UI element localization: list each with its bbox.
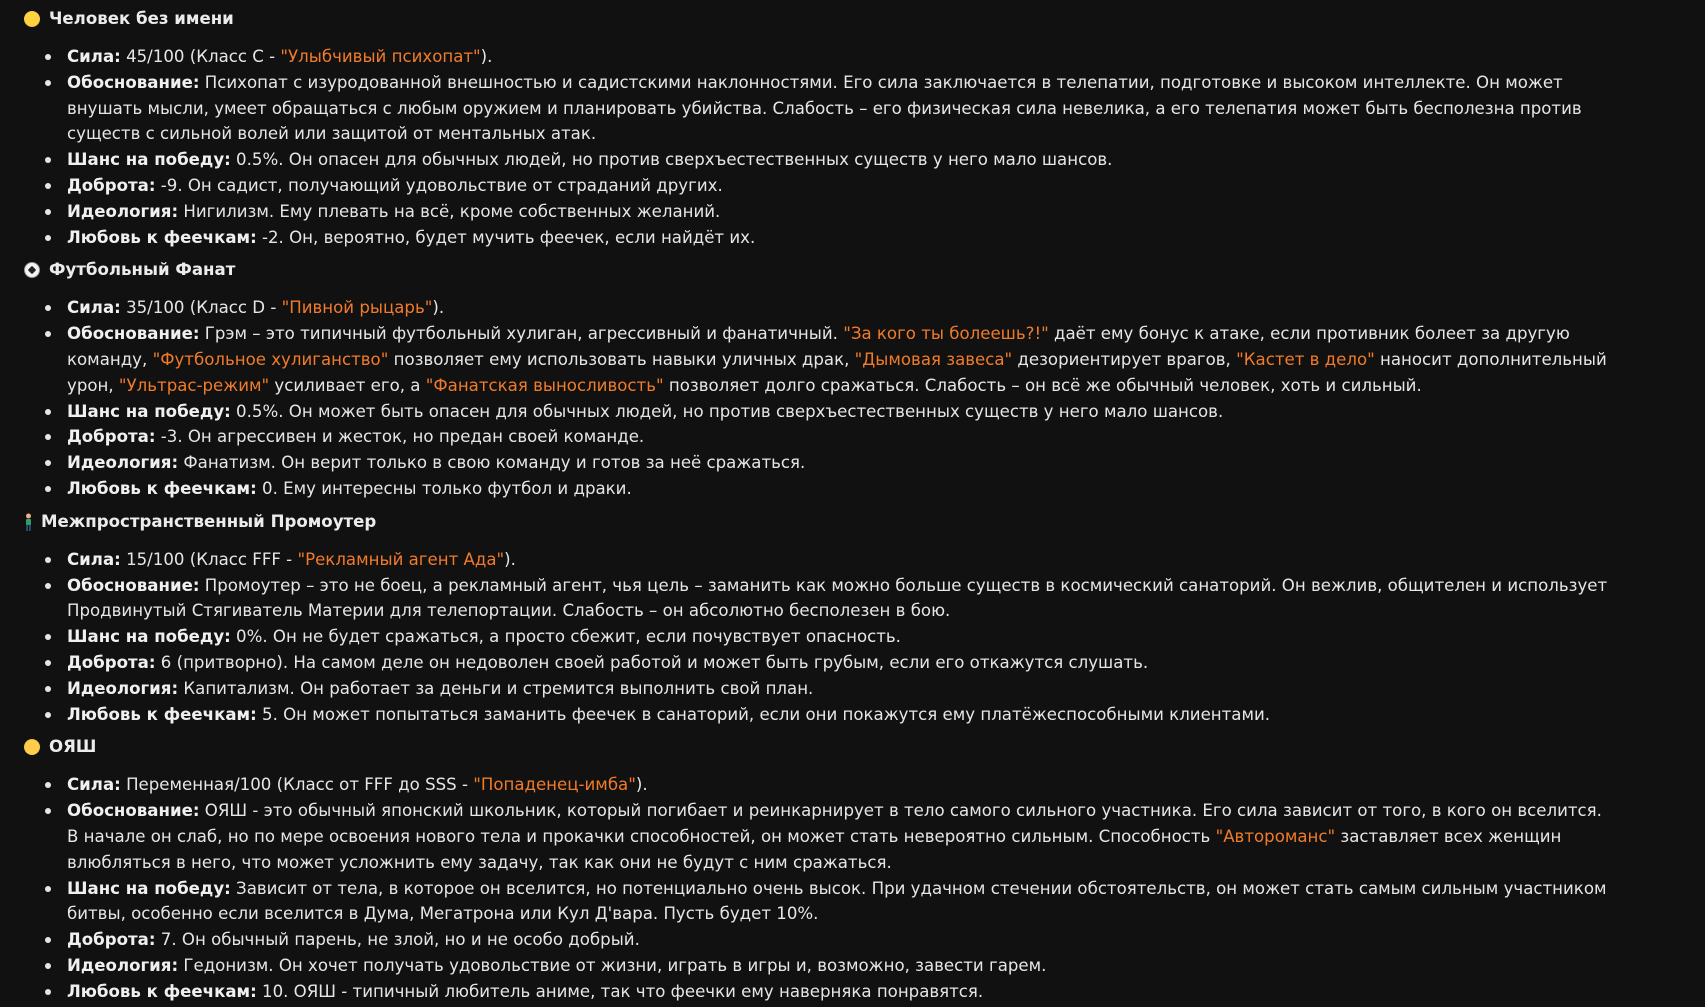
character-section <box>0 6 1705 250</box>
stat-text: -3. Он агрессивен и жесток, но предан своей команде. <box>155 427 645 447</box>
stat-text: 0%. Он не будет сражаться, а просто сбежит, если почувствует опасность. <box>230 627 901 647</box>
highlighted-quote: "Рекламный агент Ада" <box>297 549 505 569</box>
highlighted-quote: "Автороманс" <box>1215 826 1336 846</box>
stat-text: позволяет ему использовать навыки уличных драк, <box>388 349 855 369</box>
section-heading <box>0 257 1705 283</box>
stat-item <box>0 476 1628 502</box>
stat-text: 45/100 (Класс C - <box>120 47 281 66</box>
stat-text: 0.5%. Он может быть опасен для обычных людей, но против сверхъестественных существ у него мало шансов. <box>230 401 1224 421</box>
stat-text: -2. Он, вероятно, будет мучить феечек, если найдёт их. <box>256 227 756 247</box>
stat-text: позволяет долго сражаться. Слабость – он всё же обычный человек, хоть и сильный. <box>663 375 1422 395</box>
stat-label: Обоснование: <box>67 324 200 344</box>
stat-text: Зависит от тела, в которое он вселится, но потенциально очень высок. При удачном стечении обстоятельств, он может стать самым сильным участником битвы, особенно если вселится в Дума, Мегатрона или Кул Д'вара. Пусть будет 10%. <box>67 878 1607 924</box>
stat-item <box>0 772 1628 798</box>
stat-text: Капитализм. Он работает за деньги и стремится выполнить свой план. <box>178 678 814 698</box>
stat-item <box>0 173 1628 199</box>
stat-text: 35/100 (Класс D - <box>120 298 282 318</box>
stat-text: Гедонизм. Он хочет получать удовольствие от жизни, играть в игры и, возможно, завести гарем. <box>178 955 1047 975</box>
stat-label: Сила: <box>67 298 121 318</box>
highlighted-quote: "Футбольное хулиганство" <box>152 349 389 369</box>
stats-list <box>0 547 1705 728</box>
stat-label: Идеология: <box>67 955 179 975</box>
section-title: ОЯШ <box>49 737 97 757</box>
stat-text: Нигилизм. Ему плевать на всё, кроме собственных желаний. <box>178 201 721 221</box>
stat-text: Переменная/100 (Класс от FFF до SSS - <box>120 775 474 795</box>
stat-text: усиливает его, а <box>269 375 426 395</box>
stat-text: 10. ОЯШ - типичный любитель аниме, так что феечки ему наверняка понравятся. <box>256 981 984 1001</box>
stat-label: Обоснование: <box>67 72 200 92</box>
stat-label: Шанс на победу: <box>67 627 231 647</box>
stat-label: Идеология: <box>67 453 179 473</box>
child-face-icon <box>24 739 40 755</box>
stats-list <box>0 772 1705 1004</box>
stat-text: ). <box>480 47 493 66</box>
stat-item <box>0 876 1628 928</box>
highlighted-quote: "Попаденец-имба" <box>473 775 636 795</box>
stat-label: Любовь к феечкам: <box>67 704 257 724</box>
stat-text: дезориентирует врагов, <box>1012 349 1237 369</box>
section-title: Межпространственный Промоутер <box>41 511 377 531</box>
stat-item <box>0 624 1628 650</box>
stat-item <box>0 225 1628 251</box>
stat-item <box>0 295 1628 321</box>
stat-text: наносит дополнительный урон, <box>67 349 1607 395</box>
grinning-face-icon <box>24 11 40 27</box>
soccer-ball-icon <box>24 262 40 278</box>
stat-label: Сила: <box>67 47 121 66</box>
stat-text: ОЯШ - это обычный японский школьник, который погибает и реинкарнирует в тело самого сильного участника. Его сила зависит от того, в кого он вселится. В начале он слаб, но по мере освоения нового тела и прокачки способностей, он может стать невероятно сильным. Способность <box>67 801 1602 846</box>
highlighted-quote: "За кого ты болеешь?!" <box>843 324 1049 344</box>
stat-text: 0.5%. Он опасен для обычных людей, но против сверхъестественных существ у него мало шансов. <box>230 150 1113 170</box>
stat-text: 7. Он обычный парень, не злой, но и не особо добрый. <box>155 930 640 950</box>
stat-item <box>0 399 1628 425</box>
stat-text: даёт ему бонус к атаке, если противник болеет за другую команду, <box>67 324 1570 369</box>
stat-text: Фанатизм. Он верит только в свою команду и готов за неё сражаться. <box>178 453 806 473</box>
stat-item <box>0 199 1628 225</box>
highlighted-quote: "Улыбчивый психопат" <box>280 47 481 66</box>
highlighted-quote: "Пивной рыцарь" <box>281 298 433 318</box>
stat-item <box>0 979 1628 1005</box>
stat-label: Доброта: <box>67 930 156 950</box>
stat-item <box>0 321 1628 398</box>
section-heading <box>0 734 1705 760</box>
standing-person-icon <box>24 513 33 531</box>
stat-text: ). <box>432 298 445 318</box>
stat-label: Идеология: <box>67 678 179 698</box>
character-section <box>0 257 1705 501</box>
stat-text: заставляет всех женщин влюбляться в него, что может усложнить ему задачу, так как они не будут с ним сражаться. <box>67 826 1562 872</box>
character-section <box>0 734 1705 1004</box>
stat-text: Промоутер – это не боец, а рекламный агент, чья цель – заманить как можно больше существ в космический санаторий. Он вежлив, общителен и использует Продвинутый Стягиватель Материи для телепортации. Слабость – он абсолютно бесполезен в бою. <box>67 575 1608 621</box>
stat-item <box>0 702 1628 728</box>
stat-item <box>0 44 1628 70</box>
stat-label: Шанс на победу: <box>67 401 231 421</box>
stat-label: Любовь к феечкам: <box>67 981 257 1001</box>
stat-item <box>0 953 1628 979</box>
stat-text: Грэм – это типичный футбольный хулиган, агрессивный и фанатичный. <box>199 324 844 344</box>
stat-label: Доброта: <box>67 652 156 672</box>
stats-list <box>0 295 1705 501</box>
stat-label: Шанс на победу: <box>67 878 231 898</box>
highlighted-quote: "Кастет в дело" <box>1236 349 1375 369</box>
section-title: Футбольный Фанат <box>49 260 236 280</box>
stat-item <box>0 573 1628 625</box>
stat-label: Любовь к феечкам: <box>67 227 257 247</box>
stat-label: Доброта: <box>67 427 156 447</box>
stat-text: 5. Он может попытаться заманить феечек в санаторий, если они покажутся ему платёжеспособными клиентами. <box>256 704 1271 724</box>
stat-item <box>0 147 1628 173</box>
stat-text: ). <box>635 775 648 795</box>
stat-text: Психопат с изуродованной внешностью и садистскими наклонностями. Его сила заключается в телепатии, подготовке и высоком интеллекте. Он может внушать мысли, умеет обращаться с любым оружием и планировать убийства. Слабость – его физическая сила невелика, а его телепатия может быть бесполезна против существ с сильной волей или защитой от ментальных атак. <box>67 72 1582 144</box>
highlighted-quote: "Фанатская выносливость" <box>425 375 664 395</box>
stat-item <box>0 650 1628 676</box>
stat-label: Любовь к феечкам: <box>67 478 257 498</box>
stat-item <box>0 676 1628 702</box>
stat-item <box>0 450 1628 476</box>
stat-text: ). <box>504 549 516 569</box>
stat-label: Идеология: <box>67 201 179 221</box>
stat-text: 15/100 (Класс FFF - <box>120 549 298 569</box>
highlighted-quote: "Ультрас-режим" <box>118 375 270 395</box>
stat-label: Сила: <box>67 775 121 795</box>
stat-label: Доброта: <box>67 175 156 195</box>
stat-text: 0. Ему интересны только футбол и драки. <box>256 478 632 498</box>
stat-label: Сила: <box>67 549 121 569</box>
section-title: Человек без имени <box>49 9 234 28</box>
stat-item <box>0 547 1628 573</box>
stat-item <box>0 424 1628 450</box>
stat-item <box>0 798 1628 875</box>
stat-item <box>0 927 1628 953</box>
highlighted-quote: "Дымовая завеса" <box>854 349 1013 369</box>
section-heading <box>0 6 1705 32</box>
stats-list <box>0 44 1705 250</box>
stat-item <box>0 70 1628 147</box>
stat-label: Обоснование: <box>67 575 200 595</box>
character-section <box>0 509 1705 728</box>
section-heading <box>0 509 1705 535</box>
stat-label: Обоснование: <box>67 801 200 821</box>
stat-label: Шанс на победу: <box>67 150 231 170</box>
stat-text: 6 (притворно). На самом деле он недоволен своей работой и может быть грубым, если его откажутся слушать. <box>155 652 1149 672</box>
stat-text: -9. Он садист, получающий удовольствие от страданий других. <box>155 175 723 195</box>
